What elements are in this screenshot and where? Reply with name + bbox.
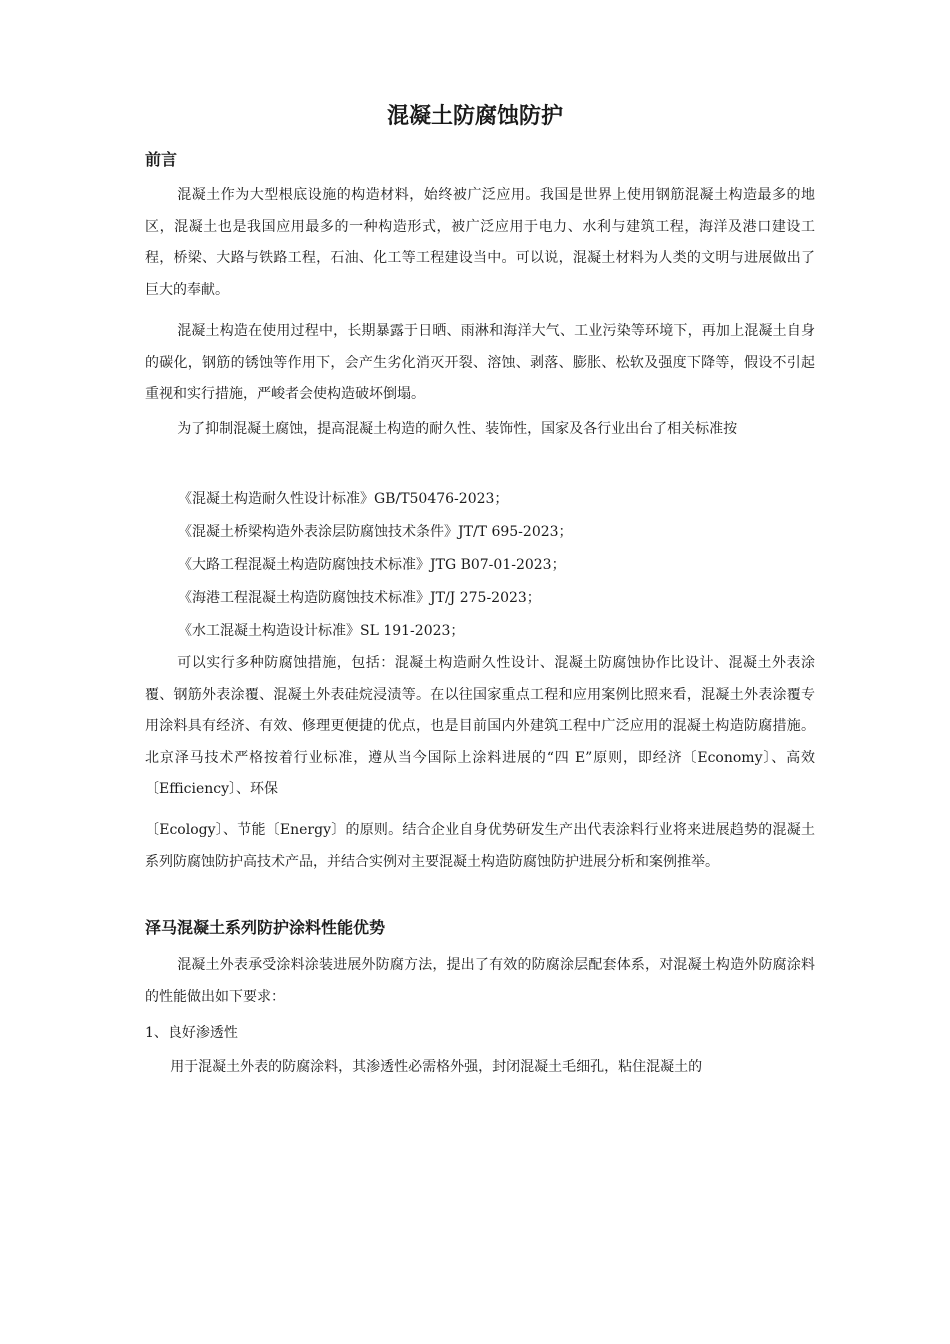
paragraph-permeability: 用于混凝土外表的防腐涂料，其渗透性必需格外强，封闭混凝土毛细孔，粘住混凝土的	[170, 1059, 703, 1075]
paragraph-requirements: 混凝土外表承受涂料涂装进展外防腐方法，提出了有效的防腐涂层配套体系，对混凝土构造外防腐涂料的性能做出如下要求：	[145, 957, 815, 1005]
standard-reference: 《水工混凝土构造设计标准》SL 191-2023；	[178, 623, 465, 639]
paragraph-intro: 混凝土作为大型根底设施的构造材料，始终被广泛应用。我国是世界上使用钢筋混凝土构造最多的地区，混凝土也是我国应用最多的一种构造形式，被广泛应用于电力、水利与建筑工程，海洋及港口建设工程，桥梁、大路与铁路工程，石油、化工等工程建设当中。可以说，混凝土材料为人类的文明与进展做出了巨大的奉献。	[145, 187, 815, 298]
section-heading-advantages: 泽马混凝土系列防护涂料性能优势	[145, 918, 386, 937]
paragraph-principles: 〔Ecology〕、节能〔Energy〕的原则。结合企业自身优势研发生产出代表涂料行业将来进展趋势的混凝土系列防腐蚀防护高技术产品，并结合实例对主要混凝土构造防腐蚀防护进展分析和案例推举。	[145, 822, 815, 870]
standard-reference: 《大路工程混凝土构造防腐蚀技术标准》JTG B07-01-2023；	[178, 557, 566, 573]
standard-reference: 《海港工程混凝土构造防腐蚀技术标准》JT/J 275-2023；	[178, 590, 541, 606]
page-title: 混凝土防腐蚀防护	[386, 104, 563, 129]
section-heading-preface: 前言	[145, 150, 178, 169]
paragraph-standards-intro: 为了抑制混凝土腐蚀，提高混凝土构造的耐久性、装饰性，国家及各行业出台了相关标准按	[177, 421, 738, 437]
standard-reference: 《混凝土构造耐久性设计标准》GB/T50476-2023；	[178, 491, 509, 507]
list-item-permeability: 1、良好渗透性	[145, 1025, 238, 1041]
paragraph-deterioration: 混凝土构造在使用过程中，长期暴露于日晒、雨淋和海洋大气、工业污染等环境下，再加上混凝土自身的碳化，钢筋的锈蚀等作用下，会产生劣化消灭开裂、溶蚀、剥落、膨胀、松软及强度下降等，假设不引起重视和实行措施，严峻者会使构造破坏倒塌。	[145, 323, 815, 402]
paragraph-measures: 可以实行多种防腐蚀措施，包括：混凝土构造耐久性设计、混凝土防腐蚀协作比设计、混凝土外表涂覆、钢筋外表涂覆、混凝土外表硅烷浸渍等。在以往国家重点工程和应用案例比照来看，混凝土外表涂覆专用涂料具有经济、有效、修理更便捷的优点，也是目前国内外建筑工程中广泛应用的混凝土构造防腐措施。北京泽马技术严格按着行业标准，遵从当今国际上涂料进展的“四 E”原则，即经济〔Economy〕、高效〔Efficiency〕、环保	[145, 655, 815, 797]
standard-reference: 《混凝土桥梁构造外表涂层防腐蚀技术条件》JT/T 695-2023；	[178, 524, 573, 540]
